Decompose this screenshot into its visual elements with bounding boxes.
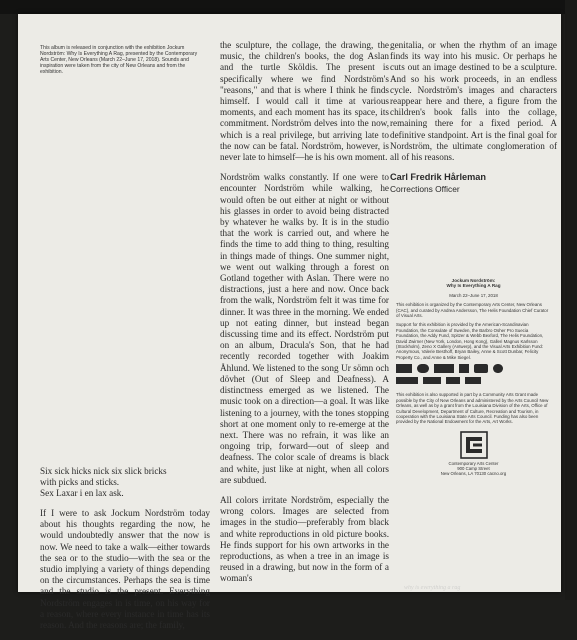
column-2-paragraph-1: the sculpture, the collage, the drawing, the music, the children's books, the dog Aslan and the turtle Sköldis. The present is specifically where we find Nordström's "reasons," and that is where I think he finds himself. I would call it time at various moments, and each moment has its space, its commitment. Nordström delves into the now, which is a real privilege, but arriving late to the now can be fatal. Nordström, however, is never late to himself—he is his own moment.: [220, 40, 389, 163]
column-2-paragraph-3: All colors irritate Nordström, especially the wrong colors. Images are selected from images in the studio—preferably from black and white reproductions in old picture books. He finds support for his own artworks in the reproductions, as when a tree in an image is reused in a drawing, but now in the form of a woman's: [220, 494, 389, 584]
sponsor-logo-icon: [474, 364, 488, 373]
album-insert-page: [18, 14, 561, 631]
sponsor-logo-icon: [396, 364, 412, 373]
sponsor-logos-row-2: [396, 377, 551, 384]
background-right: [565, 0, 577, 600]
sponsor-logo-icon: [465, 377, 481, 384]
column-1-text: [40, 508, 210, 640]
cac-logo-icon: [460, 431, 488, 459]
credits-dates: March 22–June 17, 2018: [449, 292, 498, 298]
sponsor-logo-icon: [423, 377, 441, 384]
credits-organized: This exhibition is organized by the Contemporary Arts Center, New Orleans (CAC), and curated by Andrea Andersson, The Helis Foundation Chief Curator of Visual Arts.: [396, 302, 549, 319]
sponsor-logo-icon: [434, 364, 454, 373]
cac-address: [396, 461, 551, 477]
column-2-paragraph-2: Nordström walks constantly. If one were to encounter Nordström while walking, he would often be out either at night or without his glasses in order to avoid being distracted by whatever he walks by. It is in the studio that the work is carried out, and where he finds the time to add thing to thing, resulting in things made of things. One summer night, we went out walking through a forest on Gotland together with Aslan. There were no distractions, just a here and now. Once back from the walk, Nordström felt it was time for dinner. It was three in the morning. We ended up not eating dinner, but instead began discussing time and its effect. Nordström put on an album, Dracula's Son, that he had recently recorded together with Joakim Åhlund. We listened to the song Ur sömn och dövhet (Out of Sleep and Deafness). A distinctness emerged as we listened. The music took on a direction—a goal. It was like listening to a journey, with the tones stopping short at one moment only to re-emerge at the next. There was no refrain, it was like an ongoing trip, forward—out of sleep and deafness. The color scale of dreams is black and white, just like at night, when all colors are subdued.: [220, 172, 389, 485]
exhibition-credits: [396, 278, 551, 476]
sponsor-logos: [396, 364, 551, 373]
credits-title-line-2: Why Is Everything A Rag: [446, 283, 501, 289]
faint-stamp: why is everything a rag: [404, 585, 461, 591]
column-3-paragraph: genitalia, or when the rhythm of an image finds its way into his music. Or perhaps he cuts out an image destined to be a sculpture. And so his work proceeds, in an endless cycle. Nordström's images and characters reappear here and there, a figure from the children's book falls into the collage, remaining there for a fixed period. A definitive standpoint. Art is the final goal for Nordström, the ultimate conglomeration of all of his reasons.: [390, 40, 557, 163]
poem-line-1: Six sick hicks nick six slick bricks: [40, 466, 167, 476]
sponsor-logo-icon: [396, 377, 418, 384]
sponsor-logo-icon: [459, 364, 469, 373]
intro-note: This album is released in conjunction with the exhibition Jockum Nordström: Why Is Everything A Rag, presented by the Contemporary Arts Center, New Orleans (March 22–June 17, 2018). Sounds and inspiration were taken from the city of New Orleans and from the exhibition.: [40, 45, 198, 75]
background-top: [0, 0, 577, 14]
cac-street: 900 Camp Street: [457, 465, 490, 471]
credits-title-line-1: Jockum Nordström:: [451, 278, 496, 283]
cac-name: Contemporary Arts Center: [448, 460, 499, 466]
cac-logo-svg: [460, 431, 488, 459]
credits-community-support: This exhibition is also supported in part by a Community Arts Grant made possible by the City of New Orleans and administered by the Arts Council New Orleans, as well as by a grant from the Louisiana Division of the Arts, Office of Cultural Development, Department of Culture, Recreation and Tourism, in cooperation with the Louisiana State Arts Council. Funding has also been provided by the National Endowment for the Arts, Art Works.: [396, 392, 549, 425]
column-1-paragraph: If I were to ask Jockum Nordström today about his thoughts regarding the now, he would undoubtedly answer that the now is now. We need to take a walk—either towards the sea or to the studio—with the sea or the studio implying a variety of things depending on the circumstances. Perhaps the sea is time and the studio is the present. Everything Nordström engages in is time, on his way for a reason, where every instance in time has its reason. And the reasons are; the family,: [40, 508, 210, 631]
poem: [40, 466, 210, 499]
sponsor-logo-icon: [417, 364, 429, 373]
credits-support: Support for this exhibition is provided by the American-Scandinavian Foundation, the Consulate of Sweden, the Barbro Osher Pro Suecia Foundation, the Addy Fund, Spitzer & Webb Bexford, The Helis Foundation, David Zwirner (New York, London, Hong Kong), Galleri Magnus Karlsson (Stockholm), Zeno X Gallery (Antwerp), and the Visual Arts Exhibition Fund: Anonymous, Valerie Besthoff, Bryan Bailey, Anne & Scott Dunbar, Felicity Property Co., and Anne & Mike Siegel.: [396, 322, 544, 360]
cac-city: New Orleans, LA 70130 cacno.org: [440, 471, 507, 477]
credits-title: [396, 278, 551, 289]
column-3-text: [390, 40, 557, 196]
signature-role: Corrections Officer: [390, 184, 460, 195]
sponsor-logo-icon: [446, 377, 460, 384]
column-2-text: [220, 40, 389, 594]
sponsor-logo-icon: [493, 364, 503, 373]
poem-line-2: with picks and sticks.: [40, 477, 120, 487]
poem-line-3: Sex Laxar i en lax ask.: [40, 488, 124, 498]
signature-name: Carl Fredrik Hårleman: [390, 172, 486, 183]
